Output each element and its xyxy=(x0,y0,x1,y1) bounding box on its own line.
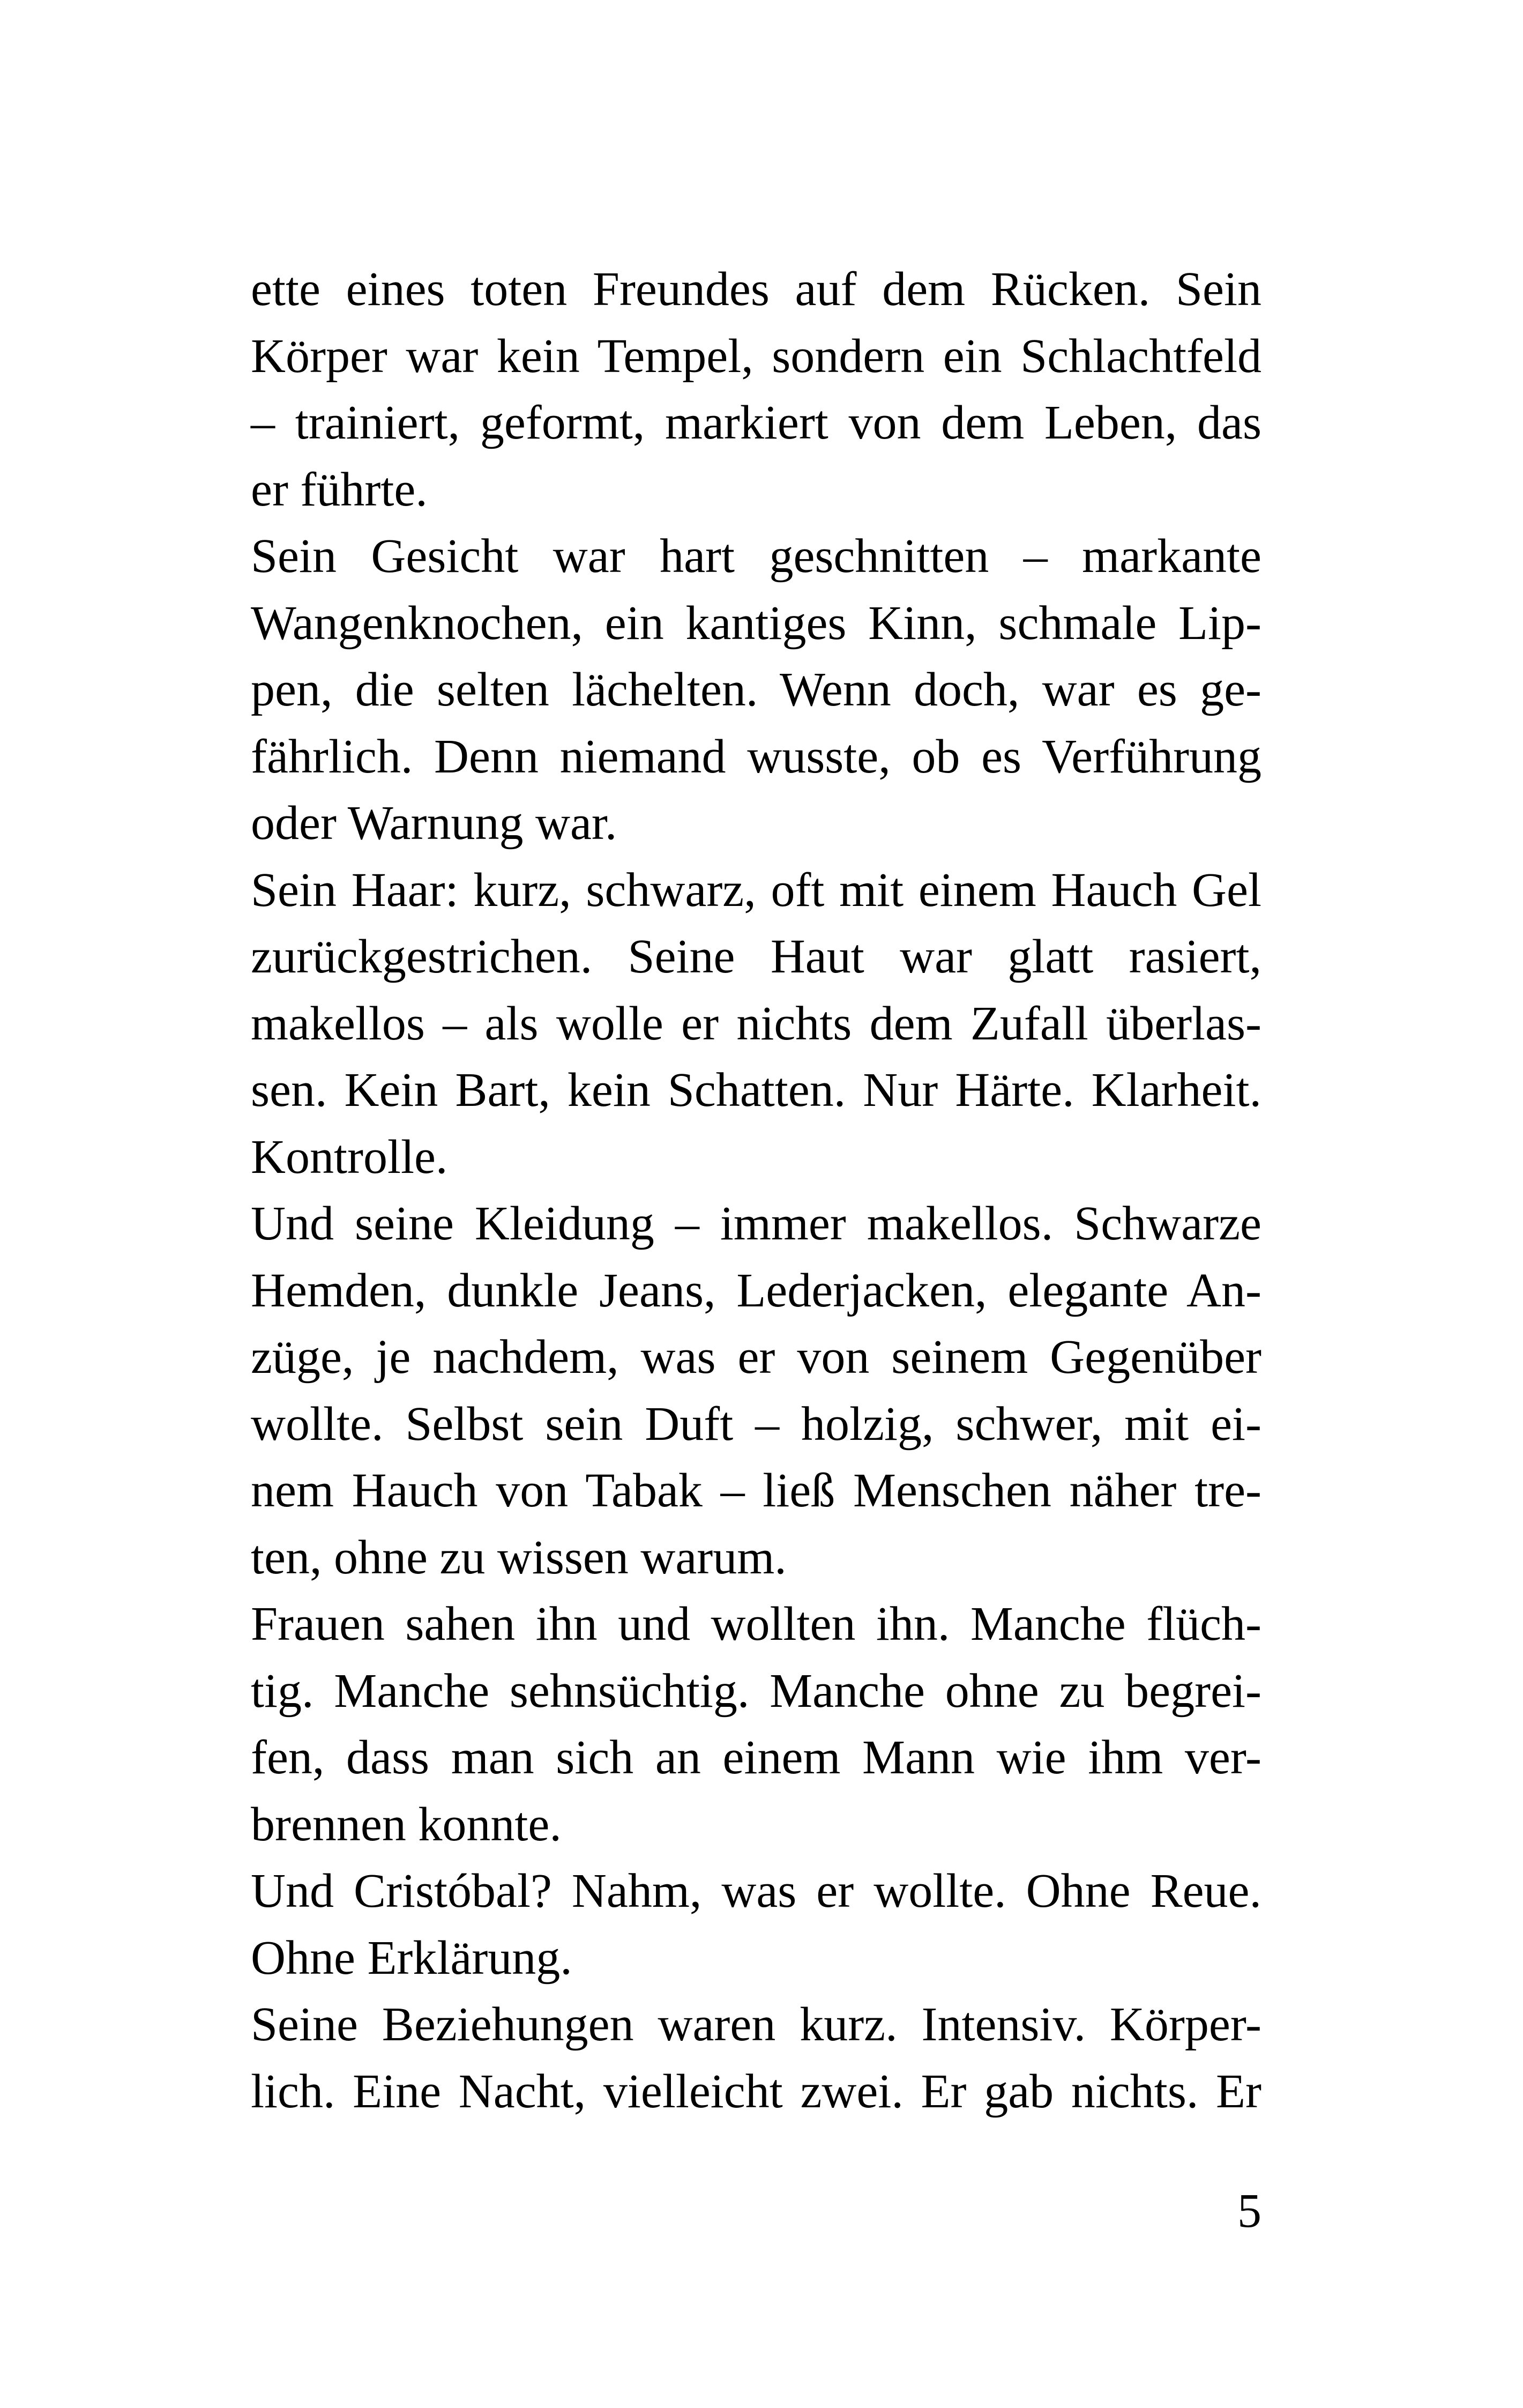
text-line: – trainiert, geformt, markiert von dem Leben, das xyxy=(251,396,1261,449)
text-line: Körper war kein Tempel, sondern ein Schlachtfeld xyxy=(251,329,1261,383)
text-line: er führte. xyxy=(251,463,428,516)
text-line: zurückgestrichen. Seine Haut war glatt rasiert, xyxy=(251,930,1261,983)
text-line: Ohne Erklärung. xyxy=(251,1931,572,1985)
text-line: Und seine Kleidung – immer makellos. Schwarze xyxy=(251,1197,1261,1250)
body-text xyxy=(251,256,1261,2125)
text-line: fährlich. Denn niemand wusste, ob es Verführung xyxy=(251,730,1261,783)
text-line: ette eines toten Freundes auf dem Rücken. Sein xyxy=(251,263,1261,316)
text-line: Und Cristóbal? Nahm, was er wollte. Ohne Reue. xyxy=(251,1864,1261,1918)
text-line: Hemden, dunkle Jeans, Lederjacken, elegante An- xyxy=(251,1264,1261,1317)
text-line: makellos – als wolle er nichts dem Zufall überlas- xyxy=(251,997,1261,1050)
page-number: 5 xyxy=(1237,2184,1261,2238)
text-line: Seine Beziehungen waren kurz. Intensiv. Körper- xyxy=(251,1998,1261,2051)
text-line: nem Hauch von Tabak – ließ Menschen näher tre- xyxy=(251,1464,1261,1517)
text-line: ten, ohne zu wissen warum. xyxy=(251,1530,787,1584)
text-line: lich. Eine Nacht, vielleicht zwei. Er gab nichts. Er xyxy=(251,2064,1261,2118)
text-line: Sein Haar: kurz, schwarz, oft mit einem Hauch Gel xyxy=(251,863,1261,917)
text-line: Wangenknochen, ein kantiges Kinn, schmale Lip- xyxy=(251,596,1261,650)
text-line: tig. Manche sehnsüchtig. Manche ohne zu begrei- xyxy=(251,1664,1261,1718)
text-line: Kontrolle. xyxy=(251,1130,448,1184)
text-line: züge, je nachdem, was er von seinem Gegenüber xyxy=(251,1331,1261,1384)
text-line: Sein Gesicht war hart geschnitten – markante xyxy=(251,530,1261,583)
text-line: oder Warnung war. xyxy=(251,797,617,850)
text-line: brennen konnte. xyxy=(251,1797,562,1851)
text-line: Frauen sahen ihn und wollten ihn. Manche flüch- xyxy=(251,1597,1261,1651)
text-line: wollte. Selbst sein Duft – holzig, schwer, mit ei- xyxy=(251,1397,1261,1451)
text-line: fen, dass man sich an einem Mann wie ihm ver- xyxy=(251,1731,1261,1784)
text-line: pen, die selten lächelten. Wenn doch, war es ge- xyxy=(251,663,1261,716)
text-line: sen. Kein Bart, kein Schatten. Nur Härte. Klarheit. xyxy=(251,1064,1261,1117)
